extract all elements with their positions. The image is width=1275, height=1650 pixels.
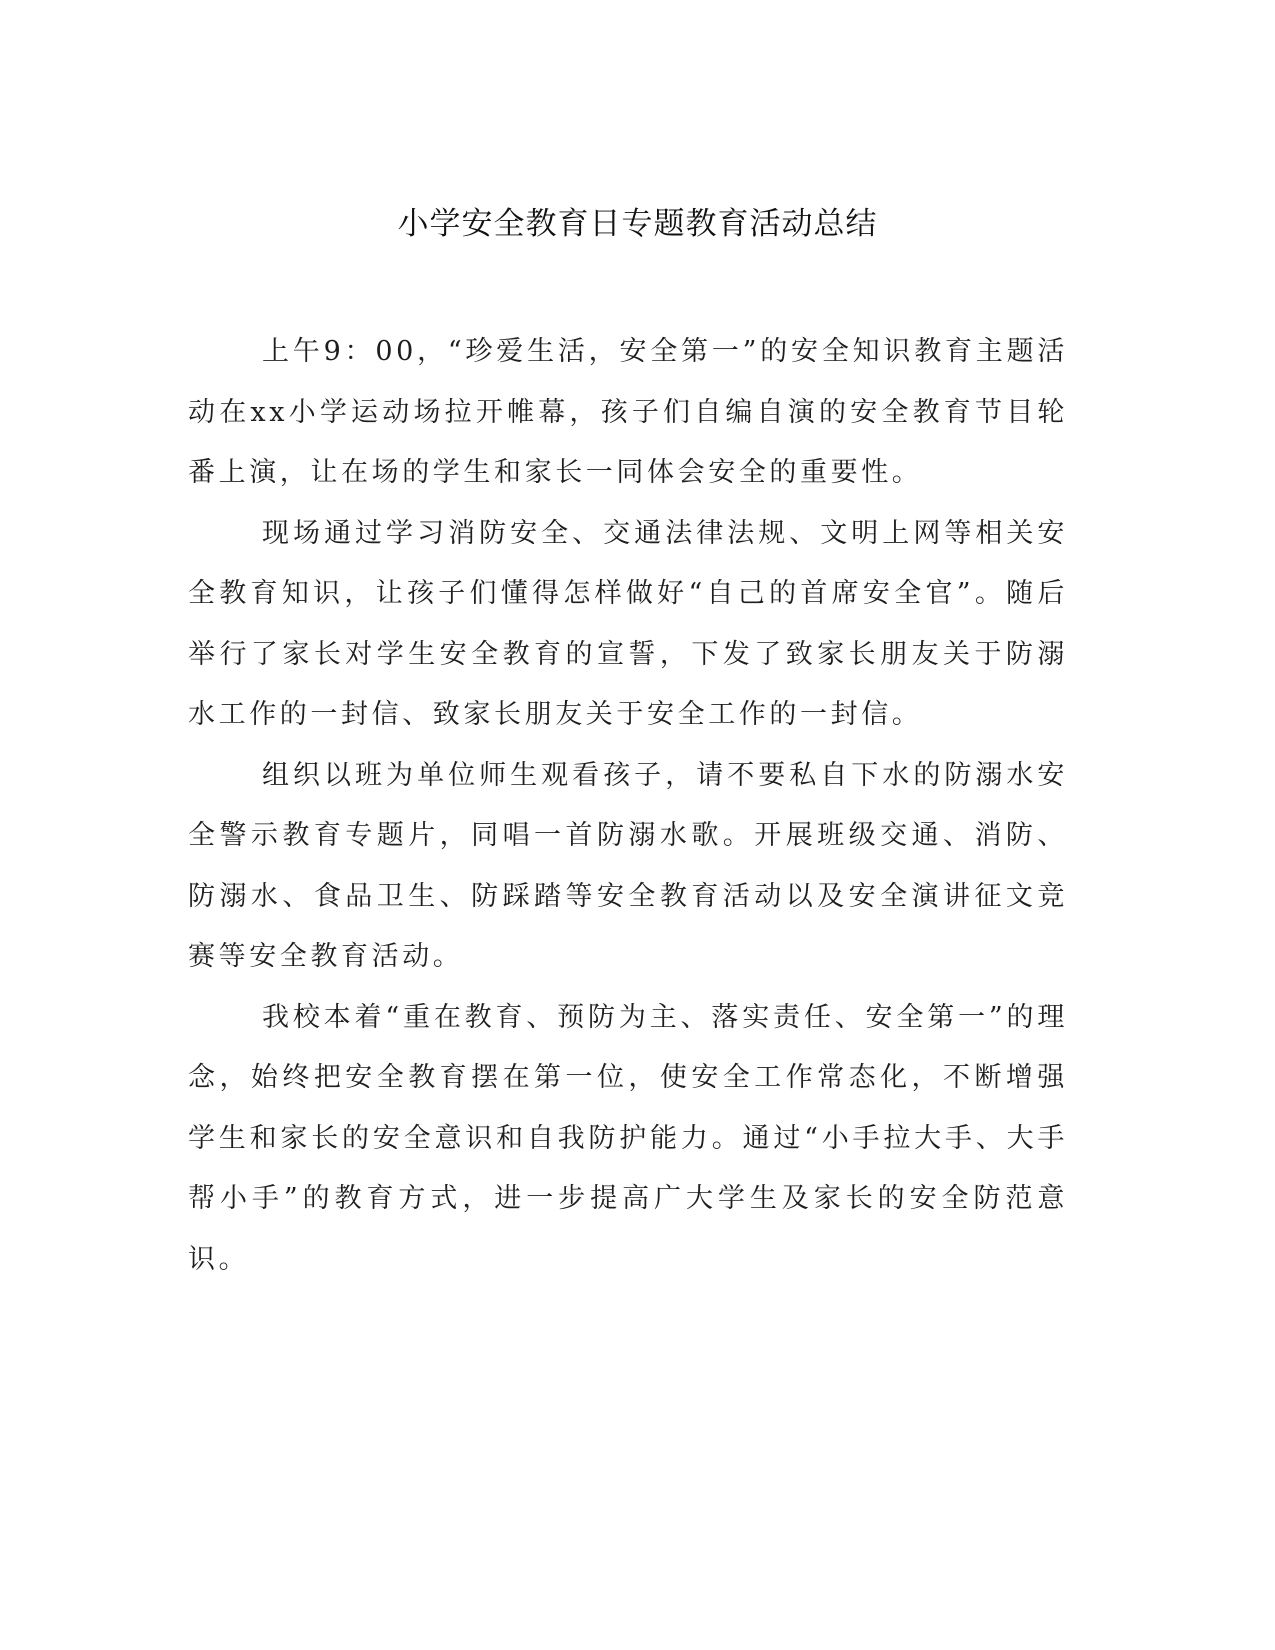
paragraph-3: 组织以班为单位师生观看孩子，请不要私自下水的防溺水安全警示教育专题片，同唱一首防溺水歌。开展班级交通、消防、防溺水、食品卫生、防踩踏等安全教育活动以及安全演讲征文竞赛等安全教育活动。 <box>188 759 1068 972</box>
document-title: 小学安全教育日专题教育活动总结 <box>397 206 878 242</box>
paragraph-1: 上午9：00，“珍爱生活，安全第一”的安全知识教育主题活动在xx小学运动场拉开帷幕，孩子们自编自演的安全教育节目轮番上演，让在场的学生和家长一同体会安全的重要性。 <box>188 336 1068 488</box>
paragraph-2: 现场通过学习消防安全、交通法律法规、文明上网等相关安全教育知识，让孩子们懂得怎样做好“自己的首席安全官”。随后举行了家长对学生安全教育的宣誓，下发了致家长朋友关于防溺水工作的一封信、致家长朋友关于安全工作的一封信。 <box>188 517 1068 730</box>
document-body <box>188 322 1068 1290</box>
paragraph-4: 我校本着“重在教育、预防为主、落实责任、安全第一”的理念，始终把安全教育摆在第一位，使安全工作常态化，不断增强学生和家长的安全意识和自我防护能力。通过“小手拉大手、大手帮小手”的教育方式，进一步提高广大学生及家长的安全防范意识。 <box>188 1001 1068 1275</box>
